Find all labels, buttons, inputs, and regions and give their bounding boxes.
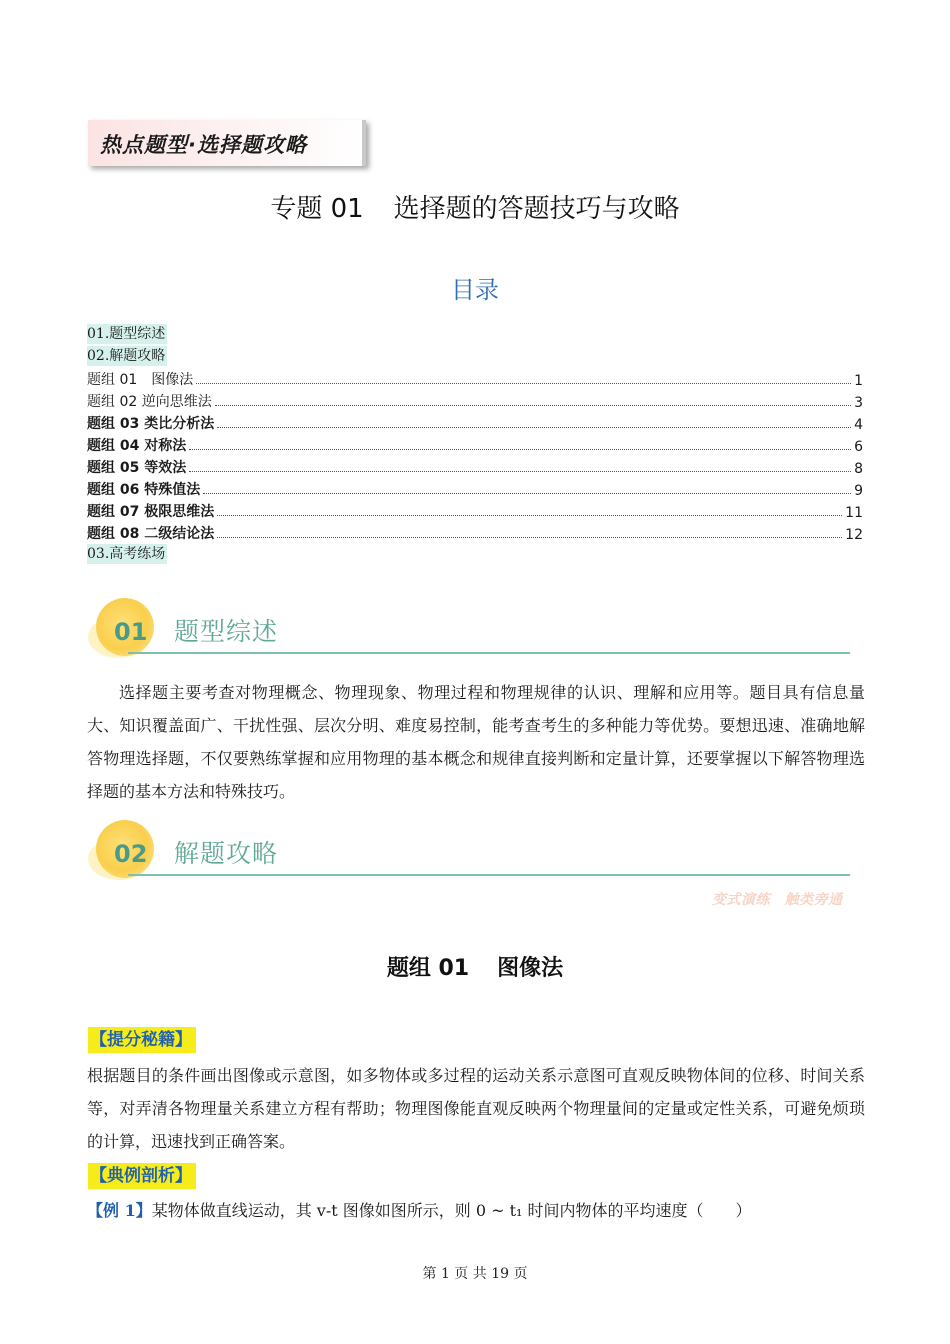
toc-section-link[interactable]: 03.高考练场 — [87, 546, 166, 562]
toc-entry-label: 题组 06 特殊值法 — [87, 482, 201, 498]
toc-entry-page: 6 — [854, 439, 863, 455]
toc-entry-page: 1 — [854, 373, 863, 389]
toc-entry[interactable] — [87, 389, 863, 411]
topic-banner-label: 热点题型·选择题攻略 — [100, 133, 307, 157]
toc-leader-dots — [217, 515, 842, 516]
toc-entry[interactable] — [87, 433, 863, 455]
toc-title: 目录 — [451, 276, 499, 304]
table-of-contents — [87, 323, 863, 565]
toc-entry[interactable] — [87, 411, 863, 433]
toc-entry-page: 4 — [854, 417, 863, 433]
tip-paragraph: 根据题目的条件画出图像或示意图，如多物体或多过程的运动关系示意图可直观反映物体间的位移、时间关系等，对弄清各物理量关系建立方程有帮助；物理图像能直观反映两个物理量间的定量或定性关系，可避免烦琐的计算，迅速找到正确答案。 — [87, 1066, 865, 1151]
document-title — [0, 188, 950, 225]
toc-leader-dots — [189, 471, 851, 472]
toc-entry[interactable] — [87, 477, 863, 499]
document-title-code: 专题 01 — [270, 194, 364, 224]
toc-entry-label: 题组 01 图像法 — [87, 372, 194, 388]
toc-leader-dots — [203, 493, 851, 494]
section-tagline: 变式演练 触类旁通 — [712, 892, 843, 908]
toc-entry-page: 9 — [854, 483, 863, 499]
group-code: 题组 01 — [386, 956, 470, 981]
toc-entry-page: 3 — [854, 395, 863, 411]
overview-paragraph: 选择题主要考查对物理概念、物理现象、物理过程和物理规律的认识、理解和应用等。题目具有信息量大、知识覆盖面广、干扰性强、层次分明、难度易控制，能考查考生的多种能力等优势。要想迅速、准确地解答物理选择题，不仅要熟练掌握和应用物理的基本概念和规律直接判断和定量计算，还要掌握以下解答物理选择题的基本方法和特殊技巧。 — [87, 683, 865, 801]
section-divider — [128, 652, 850, 654]
toc-entry[interactable] — [87, 521, 863, 543]
toc-entry-page: 11 — [845, 505, 863, 521]
toc-entry-page: 8 — [854, 461, 863, 477]
example-section-label: 【典例剖析】 — [88, 1163, 196, 1189]
tip-label: 【提分秘籍】 — [88, 1027, 196, 1053]
section-number: 01 — [114, 618, 148, 646]
section-number: 02 — [114, 840, 148, 868]
example-text: 某物体做直线运动，其 v-t 图像如图所示，则 0 ~ t₁ 时间内物体的平均速度（ ） — [151, 1201, 752, 1220]
toc-entry-label: 题组 07 极限思维法 — [87, 504, 215, 520]
section-title: 题型综述 — [174, 617, 279, 646]
page-footer: 第 1 页 共 19 页 — [422, 1266, 528, 1282]
toc-entry[interactable] — [87, 367, 863, 389]
toc-entry-label: 题组 03 类比分析法 — [87, 416, 215, 432]
toc-entry-page: 12 — [845, 527, 863, 543]
group-name: 图像法 — [497, 956, 564, 981]
section-header-overview — [88, 598, 852, 668]
toc-entry[interactable] — [87, 455, 863, 477]
toc-entry[interactable] — [87, 499, 863, 521]
section-title: 解题攻略 — [174, 839, 279, 868]
toc-section-link[interactable]: 02.解题攻略 — [87, 348, 166, 364]
group-title — [0, 951, 950, 982]
example-label: 【例 1】 — [87, 1201, 152, 1220]
toc-leader-dots — [189, 449, 851, 450]
toc-entry-label: 题组 04 对称法 — [87, 438, 187, 454]
toc-entry-label: 题组 05 等效法 — [87, 460, 187, 476]
topic-banner — [88, 120, 366, 166]
example-question — [87, 1198, 752, 1224]
toc-leader-dots — [217, 537, 842, 538]
toc-section-link[interactable]: 01.题型综述 — [87, 326, 166, 342]
toc-leader-dots — [217, 427, 851, 428]
toc-entry-label: 题组 02 逆向思维法 — [87, 394, 212, 410]
toc-leader-dots — [215, 405, 851, 406]
section-divider — [128, 874, 850, 876]
section-header-strategy — [88, 820, 852, 890]
toc-leader-dots — [196, 383, 851, 384]
toc-entry-label: 题组 08 二级结论法 — [87, 526, 215, 542]
document-title-text: 选择题的答题技巧与攻略 — [393, 194, 680, 224]
